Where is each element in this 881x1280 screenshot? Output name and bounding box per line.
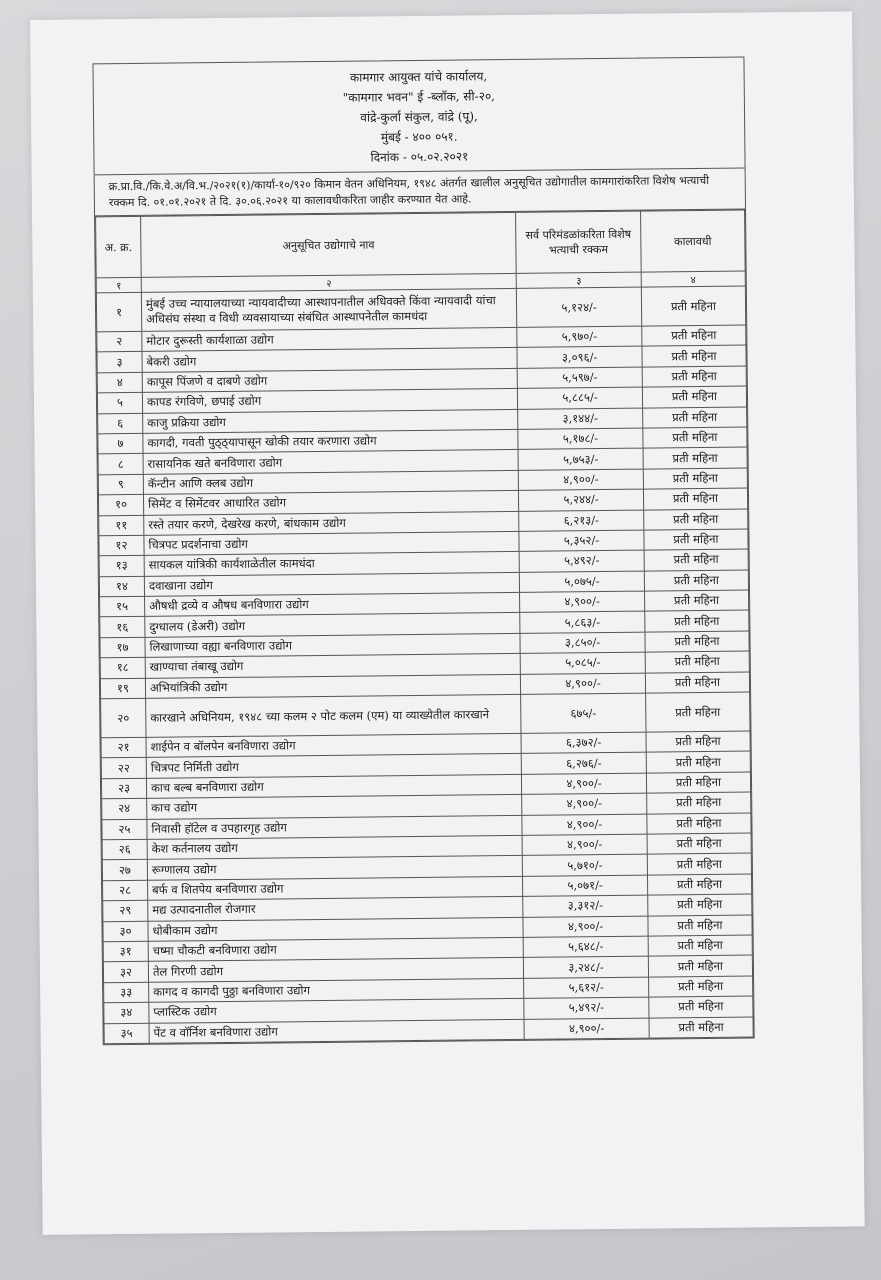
column-number: १	[96, 277, 141, 292]
row-period: प्रती महिना	[643, 468, 747, 489]
row-period: प्रती महिना	[648, 935, 752, 956]
row-period: प्रती महिना	[649, 1016, 753, 1037]
row-allowance-amount: ५,२४४/-	[519, 489, 644, 511]
row-allowance-amount: ५,१२४/-	[517, 287, 642, 327]
row-industry-name: कापड रंगविणे, छपाई उद्योग	[142, 389, 518, 413]
row-industry-name: लिखाणाच्या वह्या बनविणारा उद्योग	[145, 633, 521, 657]
row-serial-number: ११	[99, 515, 144, 536]
row-serial-number: २५	[102, 819, 147, 840]
row-serial-number: १३	[99, 556, 144, 577]
row-period: प्रती महिना	[646, 731, 750, 752]
row-allowance-amount: ५,०७१/-	[523, 875, 648, 897]
row-serial-number: ३०	[103, 921, 148, 942]
row-period: प्रती महिना	[646, 792, 750, 813]
row-serial-number: २९	[103, 900, 148, 921]
row-serial-number: १८	[100, 658, 145, 679]
office-locality: वांद्रे-कुर्ला संकुल, वांद्रे (पू),	[360, 109, 478, 125]
row-industry-name: प्लास्टिक उद्योग	[149, 998, 525, 1022]
row-serial-number: १७	[100, 637, 145, 658]
row-industry-name: बर्फ व शितपेय बनविणारा उद्योग	[147, 876, 523, 900]
row-industry-name: काच बल्ब बनविणारा उद्योग	[146, 774, 522, 798]
row-period: प्रती महिना	[647, 853, 751, 874]
row-period: प्रती महिना	[644, 590, 748, 611]
row-serial-number: ३	[97, 352, 142, 373]
row-industry-name: काच उद्योग	[147, 795, 523, 819]
row-period: प्रती महिना	[642, 325, 746, 346]
row-period: प्रती महिना	[647, 874, 751, 895]
row-industry-name: चित्रपट निर्मिती उद्योग	[146, 754, 522, 778]
row-serial-number: २१	[101, 737, 146, 758]
table-row	[96, 286, 745, 332]
row-industry-name: पेंट व वॉर्निश बनविणारा उद्योग	[149, 1019, 525, 1043]
column-number: ३	[516, 272, 641, 288]
row-serial-number: २६	[102, 839, 147, 860]
row-industry-name: चित्रपट प्रदर्शनाचा उद्योग	[144, 531, 520, 555]
office-name: कामगार आयुक्त यांचे कार्यालय,	[349, 69, 488, 85]
row-period: प्रती महिना	[645, 692, 750, 732]
row-industry-name: धोबीकाम उद्योग	[148, 917, 524, 941]
row-allowance-amount: ५,०७५/-	[520, 571, 645, 593]
row-industry-name: मुंबई उच्च न्यायालयाच्या न्यायवादीच्या आस्थापनातील अधिवक्ते किंवा न्यायवादी यांचा अधिसंघ संस्था व विधी व्यवसायाच्या संबंधित आस्थापनेतील कामधंदा	[141, 288, 517, 331]
row-industry-name: कागद व कागदी पुठ्ठा बनविणारा उद्योग	[149, 978, 525, 1002]
row-period: प्रती महिना	[648, 894, 752, 915]
row-period: प्रती महिना	[644, 570, 748, 591]
row-period: प्रती महिना	[645, 610, 749, 631]
row-industry-name: कारखाने अधिनियम, १९४८ च्या कलम २ पोट कलम (एम) या व्याख्येतील कारखाने	[146, 694, 522, 737]
row-industry-name: रूग्णालय उद्योग	[147, 856, 523, 880]
row-industry-name: कागदी, गवती पुठ्ठ्यापासून खोकी तयार करणारा उद्योग	[143, 429, 519, 453]
table-header-row	[96, 210, 746, 278]
office-address-header	[93, 58, 744, 176]
row-industry-name: सिमेंट व सिमेंटवर आधारित उद्योग	[143, 491, 519, 515]
row-allowance-amount: ४,९००/-	[522, 814, 647, 836]
row-period: प्रती महिना	[645, 672, 749, 693]
row-allowance-amount: ४,९००/-	[522, 793, 647, 815]
column-header-amount: सर्व परिमंडळांकरिता विशेष भत्याची रक्कम	[516, 211, 641, 273]
row-serial-number: ३४	[104, 1002, 149, 1023]
document	[92, 57, 754, 1046]
row-allowance-amount: ४,९००/-	[522, 834, 647, 856]
column-header-serial: अ. क्र.	[96, 216, 142, 277]
row-industry-name: चष्मा चौकटी बनविणारा उद्योग	[148, 937, 524, 961]
row-allowance-amount: ६,३७२/-	[521, 732, 646, 754]
row-period: प्रती महिना	[641, 286, 746, 326]
row-period: प्रती महिना	[645, 631, 749, 652]
row-period: प्रती महिना	[649, 996, 753, 1017]
row-period: प्रती महिना	[648, 955, 752, 976]
row-industry-name: शाईपेन व बॉलपेन बनविणारा उद्योग	[146, 733, 522, 757]
row-allowance-amount: ५,६१२/-	[524, 977, 649, 999]
row-industry-name: कापूस पिंजणे व दाबणे उद्योग	[142, 368, 518, 392]
row-industry-name: सायकल यांत्रिकी कार्यशाळेतील कामधंदा	[144, 552, 520, 576]
row-industry-name: औषधी द्रव्ये व औषध बनविणारा उद्योग	[145, 592, 521, 616]
row-industry-name: रस्ते तयार करणे, देखरेख करणे, बांधकाम उद्योग	[144, 511, 520, 535]
row-allowance-amount: ३,८५०/-	[520, 632, 645, 654]
row-allowance-amount: ५,९७०/-	[517, 326, 642, 348]
row-allowance-amount: ४,९००/-	[522, 773, 647, 795]
row-allowance-amount: ५,७१०/-	[523, 854, 648, 876]
paper-sheet	[30, 11, 865, 1235]
row-industry-name: रासायनिक खते बनविणारा उद्योग	[143, 450, 519, 474]
row-serial-number: ४	[97, 372, 142, 393]
row-industry-name: निवासी हॉटेल व उपहारगृह उद्योग	[147, 815, 523, 839]
row-serial-number: ३१	[103, 941, 148, 962]
row-allowance-amount: ३,०९६/-	[517, 347, 642, 369]
row-period: प्रती महिना	[643, 447, 747, 468]
office-city: मुंबई - ४०० ०५१.	[380, 129, 458, 145]
row-serial-number: २०	[101, 698, 146, 737]
row-serial-number: ३३	[104, 982, 149, 1003]
row-period: प्रती महिना	[644, 549, 748, 570]
row-serial-number: २३	[101, 778, 146, 799]
row-serial-number: २२	[101, 758, 146, 779]
row-industry-name: मद्य उत्पादनातील रोजगार	[148, 897, 524, 921]
row-allowance-amount: ३,३१२/-	[523, 895, 648, 917]
row-serial-number: ६	[98, 413, 143, 434]
row-serial-number: २	[97, 331, 142, 352]
row-allowance-amount: ५,१७८/-	[518, 428, 643, 450]
row-serial-number: १६	[100, 617, 145, 638]
row-allowance-amount: ५,४९२/-	[524, 997, 649, 1019]
row-serial-number: २७	[102, 860, 147, 881]
row-period: प्रती महिना	[648, 976, 752, 997]
row-allowance-amount: ४,९००/-	[521, 673, 646, 695]
row-industry-name: अभियांत्रिकी उद्योग	[145, 674, 521, 698]
row-industry-name: कॅन्टीन आणि क्लब उद्योग	[143, 470, 519, 494]
row-allowance-amount: ४,९००/-	[519, 469, 644, 491]
office-building: "कामगार भवन" ई -ब्लॉक, सी-२०,	[342, 89, 496, 105]
row-industry-name: तेल गिरणी उद्योग	[148, 958, 524, 982]
row-allowance-amount: ५,३५२/-	[519, 530, 644, 552]
row-period: प्रती महिना	[643, 509, 747, 530]
row-industry-name: दुग्धालय (डेअरी) उद्योग	[145, 613, 521, 637]
row-period: प्रती महिना	[642, 386, 746, 407]
column-header-industry: अनुसूचित उद्योगाचे नाव	[141, 212, 517, 277]
row-allowance-amount: ५,४९२/-	[519, 550, 644, 572]
row-allowance-amount: ५,०८५/-	[520, 652, 645, 674]
row-allowance-amount: ४,९००/-	[524, 1018, 649, 1040]
row-period: प्रती महिना	[647, 813, 751, 834]
row-serial-number: १०	[98, 494, 143, 515]
row-period: प्रती महिना	[645, 651, 749, 672]
row-period: प्रती महिना	[646, 772, 750, 793]
row-serial-number: १५	[100, 596, 145, 617]
notice-paragraph: क्र.प्रा.वि./कि.वे.अ/वि.भ./२०२१(१)/कार्या-१०/९२० किमान वेतन अधिनियम, १९४८ अंतर्गत खालील अनुसूचित उद्योगातील कामगारांकरिता विशेष भत्याची रक्कम दि. ०१.०१.२०२१ ते दि. ३०.०६.२०२१ या कालावधीकरिता जाहीर करण्यात येत आहे.	[95, 169, 745, 217]
row-serial-number: ३५	[104, 1023, 149, 1044]
row-allowance-amount: ३,२४८/-	[524, 956, 649, 978]
row-period: प्रती महिना	[643, 427, 747, 448]
row-serial-number: ७	[98, 433, 143, 454]
row-allowance-amount: ५,५९७/-	[517, 367, 642, 389]
row-allowance-amount: ६७५/-	[521, 693, 646, 733]
row-serial-number: २४	[102, 799, 147, 820]
row-allowance-amount: ४,९००/-	[523, 916, 648, 938]
column-header-period: कालावधी	[640, 210, 745, 272]
row-allowance-amount: ३,१४४/-	[518, 408, 643, 430]
row-serial-number: १९	[100, 678, 145, 699]
row-industry-name: केश कर्तनालय उद्योग	[147, 835, 523, 859]
table-body	[96, 286, 753, 1044]
row-allowance-amount: ४,९००/-	[520, 591, 645, 613]
row-industry-name: काजु प्रक्रिया उद्योग	[143, 409, 519, 433]
row-serial-number: ५	[97, 393, 142, 414]
row-serial-number: ८	[98, 454, 143, 475]
column-number: ४	[641, 271, 745, 287]
row-period: प्रती महिना	[642, 345, 746, 366]
row-allowance-amount: ६,२१३/-	[519, 510, 644, 532]
row-industry-name: खाण्याचा तंबाखू उद्योग	[145, 654, 521, 678]
row-period: प्रती महिना	[644, 529, 748, 550]
row-allowance-amount: ५,७५३/-	[518, 448, 643, 470]
allowance-table	[95, 210, 754, 1045]
row-period: प्रती महिना	[646, 751, 750, 772]
row-industry-name: दवाखाना उद्योग	[144, 572, 520, 596]
row-allowance-amount: ५,८८५/-	[518, 387, 643, 409]
row-serial-number: ९	[98, 474, 143, 495]
row-serial-number: २८	[103, 880, 148, 901]
row-industry-name: बेकरी उद्योग	[142, 348, 518, 372]
row-period: प्रती महिना	[648, 915, 752, 936]
document-date: दिनांक - ०५.०२.२०२१	[370, 149, 469, 165]
row-serial-number: ३२	[103, 962, 148, 983]
row-serial-number: १४	[99, 576, 144, 597]
column-number: २	[141, 273, 516, 292]
table-row	[101, 692, 750, 738]
row-allowance-amount: ५,६४८/-	[523, 936, 648, 958]
row-serial-number: १२	[99, 535, 144, 556]
row-allowance-amount: ५,८६३/-	[520, 612, 645, 634]
row-period: प्रती महिना	[642, 366, 746, 387]
row-serial-number: १	[96, 292, 141, 331]
row-industry-name: मोटार दुरूस्ती कार्यशाळा उद्योग	[142, 327, 518, 351]
row-period: प्रती महिना	[647, 833, 751, 854]
row-period: प्रती महिना	[643, 488, 747, 509]
row-allowance-amount: ६,२७६/-	[522, 753, 647, 775]
row-period: प्रती महिना	[642, 407, 746, 428]
